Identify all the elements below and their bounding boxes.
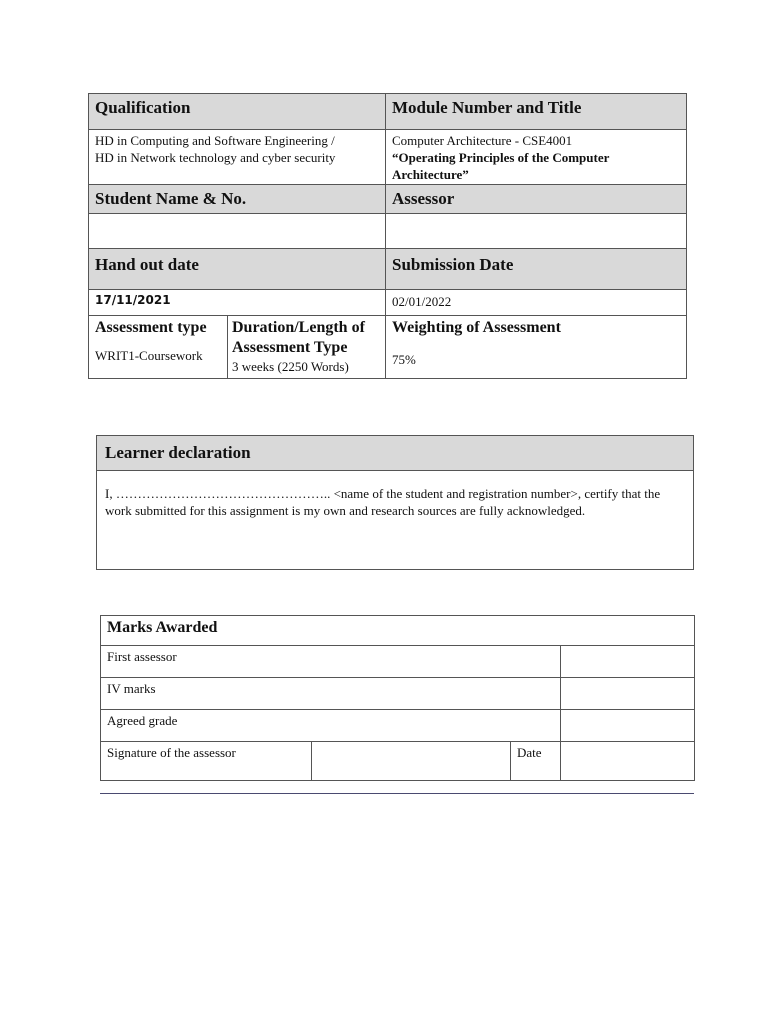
first-assessor-value (561, 646, 695, 678)
qualification-line-1: HD in Computing and Software Engineering / (95, 133, 335, 148)
iv-marks-value (561, 678, 695, 710)
module-value (386, 130, 687, 185)
weighting-cell (386, 316, 687, 379)
qualification-line-2: HD in Network technology and cyber security (95, 150, 336, 165)
module-code: Computer Architecture - CSE4001 (392, 133, 573, 148)
date-label: Date (511, 742, 561, 781)
assessor-header: Assessor (386, 185, 687, 214)
learner-declaration-table (96, 435, 694, 570)
duration-value: 3 weeks (2250 Words) (232, 359, 349, 374)
marks-awarded-table (100, 615, 695, 781)
assessor-value (386, 214, 687, 249)
assessment-type-cell (89, 316, 228, 379)
student-header: Student Name & No. (89, 185, 386, 214)
module-title: “Operating Principles of the Computer Architecture” (392, 150, 610, 182)
submission-value: 02/01/2022 (386, 290, 687, 316)
declaration-header: Learner declaration (97, 436, 694, 471)
signature-value (312, 742, 511, 781)
student-value (89, 214, 386, 249)
handout-value: 17/11/2021 (89, 290, 386, 316)
submission-header: Submission Date (386, 249, 687, 290)
assignment-details-table (88, 93, 687, 379)
qualification-header: Qualification (89, 94, 386, 130)
date-value (561, 742, 695, 781)
marks-header: Marks Awarded (101, 616, 695, 646)
duration-header: Duration/Length of Assessment Type (232, 319, 365, 356)
handout-header: Hand out date (89, 249, 386, 290)
assessment-type-value: WRIT1-Coursework (95, 348, 203, 363)
qualification-value (89, 130, 386, 185)
declaration-text: I, ………………………………………….. <name of the student and registration number>, certify that the work submitted for this assignment is my own and research sources are fully acknowledged. (97, 471, 694, 570)
agreed-grade-label: Agreed grade (101, 710, 561, 742)
signature-label: Signature of the assessor (101, 742, 312, 781)
assessment-type-header: Assessment type (95, 319, 207, 336)
weighting-value: 75% (392, 352, 416, 367)
weighting-header: Weighting of Assessment (392, 319, 561, 336)
first-assessor-label: First assessor (101, 646, 561, 678)
iv-marks-label: IV marks (101, 678, 561, 710)
agreed-grade-value (561, 710, 695, 742)
horizontal-rule (100, 793, 694, 794)
module-header: Module Number and Title (386, 94, 687, 130)
duration-cell (228, 316, 386, 379)
